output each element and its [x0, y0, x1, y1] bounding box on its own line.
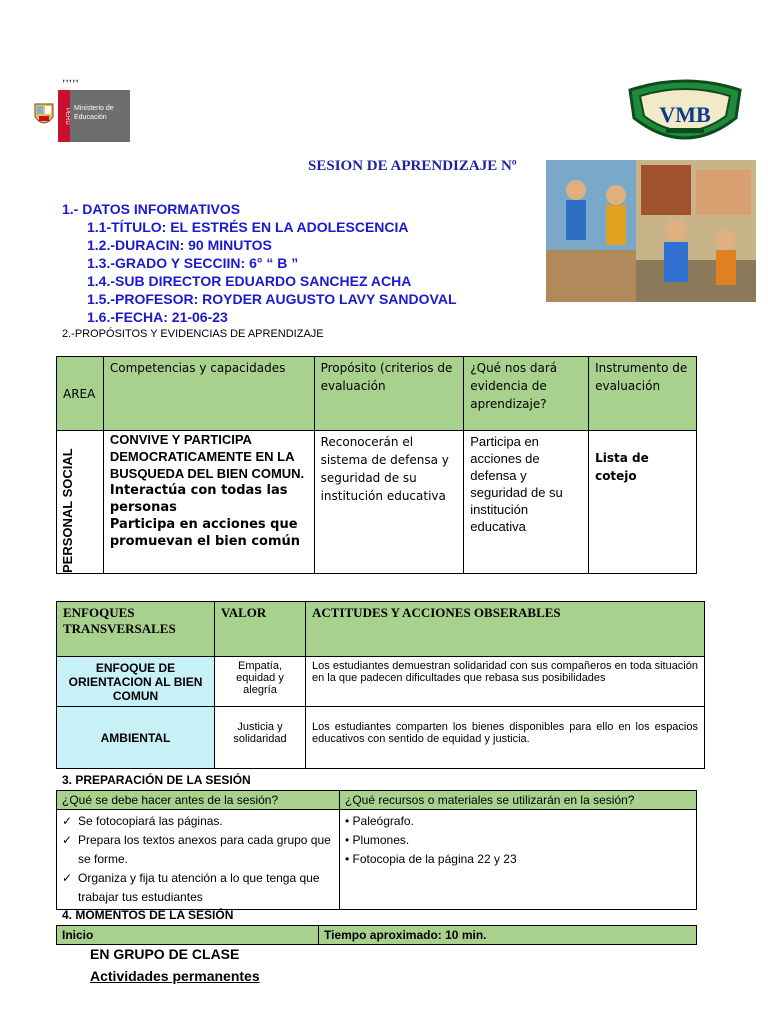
enfoque-actitud: Los estudiantes demuestran solidaridad con sus compañeros en toda situación en la que padecen dificultades que rebasa sus posibilidades	[306, 657, 705, 707]
datos-informativos	[62, 200, 457, 326]
datos-item: 1.5.-PROFESOR: ROYDER AUGUSTO LAVY SANDOVAL	[87, 291, 457, 307]
antes-cell	[57, 810, 340, 910]
page-title: SESION DE APRENDIZAJE Nº	[308, 158, 517, 174]
header-antes: ¿Qué se debe hacer antes de la sesión?	[57, 791, 340, 810]
header-proposito: Propósito (criterios de evaluación	[314, 357, 464, 431]
enfoque-actitud: Los estudiantes comparten los bienes disponibles para ello en los espacios educativos con sentido de equidad y justicia.	[306, 707, 705, 769]
enfoque-name: AMBIENTAL	[57, 707, 215, 769]
children-illustration	[546, 160, 756, 302]
enfoque-valor: Empatía, equidad y alegría	[215, 657, 306, 707]
enfoque-valor: Justicia y solidaridad	[215, 707, 306, 769]
inicio-cell: Inicio	[57, 926, 319, 945]
header-competencias: Competencias y capacidades	[103, 357, 314, 431]
enfoque-name: ENFOQUE DE ORIENTACION AL BIEN COMUN	[57, 657, 215, 707]
recursos-cell	[340, 810, 697, 910]
datos-item: 1.1-TÍTULO: EL ESTRÉS EN LA ADOLESCENCIA	[87, 219, 409, 235]
capacidad-text: Participa en acciones que promuevan el bien común	[109, 517, 301, 549]
list-item: ✓ Organiza y fija tu atención a lo que tenga que trabajar tus estudiantes	[62, 869, 334, 907]
datos-item: 1.3.-GRADO Y SECCIIN: 6° “ B ”	[87, 255, 299, 271]
datos-item: 1.6.-FECHA: 21-06-23	[87, 309, 228, 325]
capacidad-text: Interactúa con todas las personas	[109, 483, 288, 515]
header-evidencia: ¿Qué nos dará evidencia de aprendizaje?	[464, 357, 589, 431]
instrumento-cell: Lista de cotejo	[589, 431, 697, 574]
list-item: • Fotocopia de la página 22 y 23	[345, 852, 517, 866]
momentos-table	[56, 925, 697, 945]
header-valor: VALOR	[215, 602, 306, 657]
datos-heading: 1.- DATOS INFORMATIVOS	[62, 201, 241, 217]
datos-item: 1.4.-SUB DIRECTOR EDUARDO SANCHEZ ACHA	[87, 273, 412, 289]
enfoques-table	[56, 601, 705, 769]
grupo-clase: EN GRUPO DE CLASE	[90, 946, 240, 962]
tiempo-cell: Tiempo aproximado: 10 min.	[319, 926, 697, 945]
actividades-permanentes: Actividades permanentes	[90, 968, 260, 984]
minedu-logo	[30, 90, 130, 142]
list-item: • Paleógrafo.	[345, 814, 414, 828]
peru-label: PERÚ	[58, 90, 70, 142]
school-logo-text: VMB	[659, 102, 711, 127]
header-enfoques: ENFOQUES TRANSVERSALES	[57, 602, 215, 657]
preparacion-table	[56, 790, 697, 910]
evidencia-cell: Participa en acciones de defensa y seguridad de su institución educativa	[464, 431, 589, 574]
competencia-text: CONVIVE Y PARTICIPA DEMOCRATICAMENTE EN LA BUSQUEDA DEL BIEN COMUN.	[109, 432, 305, 481]
header-recursos: ¿Qué recursos o materiales se utilizarán en la sesión?	[340, 791, 697, 810]
area-label: PERSONAL SOCIAL	[60, 448, 75, 573]
preparacion-heading: 3. PREPARACIÓN DE LA SESIÓN	[62, 773, 251, 787]
header-instrumento: Instrumento de evaluación	[589, 357, 697, 431]
header-area: AREA	[57, 357, 104, 431]
coat-of-arms-icon	[30, 90, 58, 142]
list-item: ✓ Se fotocopiará las páginas.	[62, 812, 334, 831]
list-item: • Plumones.	[345, 833, 410, 847]
list-item: ✓ Prepara los textos anexos para cada grupo que se forme.	[62, 831, 334, 869]
propositos-heading: 2.-PROPÓSITOS Y EVIDENCIAS DE APRENDIZAJE	[62, 328, 324, 340]
momentos-heading: 4. MOMENTOS DE LA SESIÓN	[62, 908, 234, 922]
competencia-cell	[103, 431, 314, 574]
area-cell	[57, 431, 104, 574]
header-actitudes: ACTITUDES Y ACCIONES OBSERABLES	[306, 602, 705, 657]
ministry-label: Ministerio de Educación	[70, 90, 130, 142]
propositos-table	[56, 356, 697, 574]
proposito-cell: Reconocerán el sistema de defensa y seguridad de su institución educativa	[314, 431, 464, 574]
datos-item: 1.2.-DURACIN: 90 MINUTOS	[87, 237, 272, 253]
school-logo	[626, 78, 744, 150]
quote-marks: ,,,,,	[62, 70, 79, 84]
